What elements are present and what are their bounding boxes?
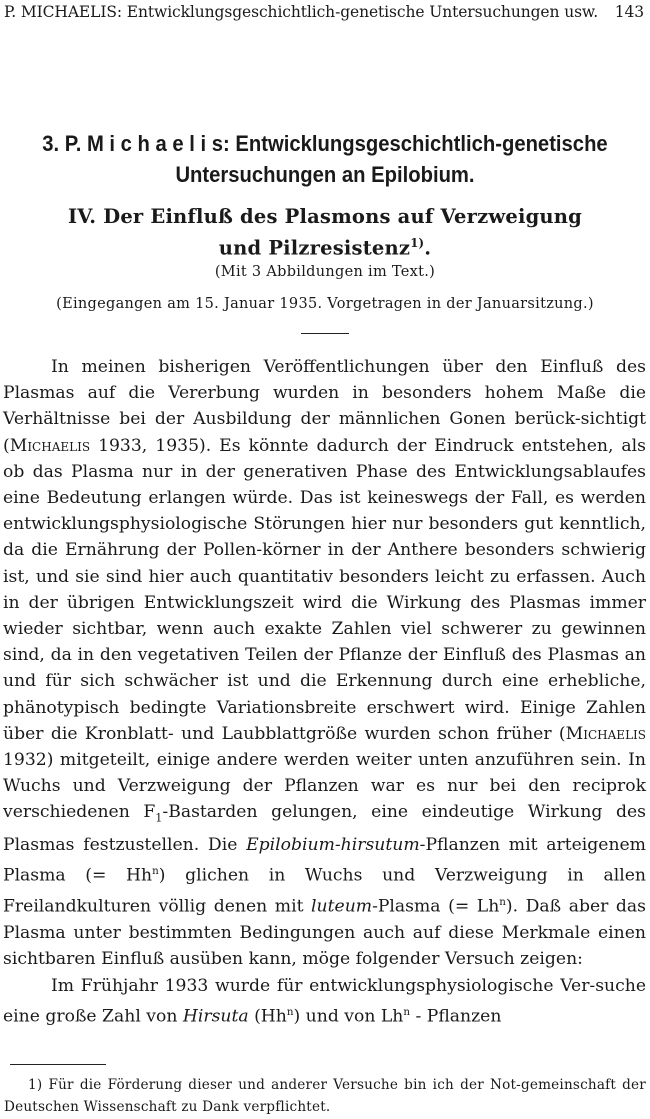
- subscript: 1: [155, 811, 163, 825]
- page-number: 143: [614, 3, 644, 21]
- article-title: [26, 128, 624, 190]
- body-text-run: - Pflanzen: [410, 1006, 502, 1027]
- article-subtitle: [0, 204, 650, 262]
- subtitle-line-1: IV. Der Einfluß des Plasmons auf Verzweigung: [67, 205, 582, 228]
- footnote-divider: [10, 1064, 106, 1065]
- body-text: [3, 354, 646, 1030]
- running-head: [4, 3, 644, 21]
- title-line-2: Untersuchungen an Epilobium.: [175, 162, 475, 187]
- subtitle-end: .: [424, 236, 432, 260]
- citation-author: Michaelis: [9, 435, 91, 456]
- body-text-run: 1932) mitgeteilt, einige andere werden weiter unten anzuführen sein. In Wuchs und Verzweigung der Pflanzen war es nur bei den reciprok verschiedenen F: [3, 750, 646, 823]
- footnote: [4, 1074, 646, 1118]
- body-text-run: 1933, 1935). Es könnte dadurch der Eindruck entstehen, als ob das Plasma nur in der generativen Phase des Entwicklungsablaufes eine Bedeutung erlangen würde. Das ist keineswegs der Fall, es werden entwicklungsphysiologische Störungen hier nur besonders gut kenntlich, da die Ernährung der Pollen-körner in der Anthere besonders schwierig ist, und sie sind hier auch quantitativ besonders leicht zu erfassen. Auch in der übrigen Entwicklungszeit wird die Wirkung des Plasmas immer wieder sichtbar, wenn auch exakte Zahlen viel schwerer zu gewinnen sind, da in den vegetativen Teilen der Pflanze der Einfluß des Plasmas an und für sich schwächer ist und die Erkennung durch eine erhebliche, phänotypisch bedingte Variationsbreite erschwert wird. Einige Zahlen über die Kronblatt- und Laubblattgröße wurden schon früher (: [3, 435, 646, 744]
- title-divider: [301, 333, 349, 334]
- title-line-1: 3. P. M i c h a e l i s: Entwicklungsgeschichtlich-genetische: [42, 131, 608, 156]
- body-paragraph-1: [3, 354, 646, 973]
- superscript: n: [499, 896, 506, 909]
- footnote-text: [4, 1074, 646, 1118]
- footnote-marker: 1): [28, 1077, 43, 1093]
- received-note: (Eingegangen am 15. Januar 1935. Vorgetragen in der Januarsitzung.): [56, 296, 594, 312]
- subtitle-line-2-text: und Pilzresistenz: [218, 236, 411, 260]
- body-text-run: ) glichen in Wuchs und Verzweigung in allen Freilandkulturen völlig denen mit: [3, 866, 646, 917]
- body-text-run: In meinen bisherigen Veröffentlichungen über den Einfluß des Plasmas auf die Vererbung wurden in besonders hohem Maße die Verhältnisse bei der Ausbildung der männlichen Gonen berück-sichtigt (: [3, 357, 646, 456]
- figures-note: (Mit 3 Abbildungen im Text.): [214, 264, 436, 280]
- superscript: n: [152, 865, 159, 878]
- subtitle-line-2: [0, 230, 650, 262]
- species-name: luteum: [311, 896, 373, 917]
- superscript: n: [286, 1005, 294, 1018]
- footnote-body: Für die Förderung dieser und anderer Versuche bin ich der Not-gemeinschaft der Deutschen Wissenschaft zu Dank verpflichtet.: [4, 1077, 646, 1115]
- running-head-text: P. MICHAELIS: Entwicklungsgeschichtlich-genetische Untersuchungen usw.: [4, 3, 599, 21]
- body-text-run: Im Frühjahr 1933 wurde für entwicklungsphysiologische Ver-suche eine große Zahl von: [3, 975, 646, 1027]
- citation-author: Michaelis: [565, 723, 646, 744]
- species-name: Epilobium-hirsutum-: [246, 835, 426, 856]
- superscript: n: [403, 1005, 411, 1018]
- body-text-run: -Plasma (= Lh: [372, 896, 500, 917]
- body-text-run: ). Daß aber das Plasma unter bestimmten Bedingungen auch auf diese Merkmale einen sichtbaren Einfluß ausüben kann, möge folgender Versuch zeigen:: [3, 896, 646, 970]
- footnote-marker: 1): [410, 236, 425, 250]
- species-name: Hirsuta: [182, 1006, 249, 1027]
- body-text-run: -Bastarden gelungen, eine eindeutige Wirkung des Plasmas festzustellen. Die: [3, 802, 646, 856]
- body-text-run: Pflanzen mit arteigenem Plasma (= Hh: [3, 835, 646, 887]
- body-text-run: ) und von Lh: [293, 1006, 404, 1027]
- body-text-run: (Hh: [248, 1006, 287, 1027]
- body-paragraph-2: [3, 973, 646, 1030]
